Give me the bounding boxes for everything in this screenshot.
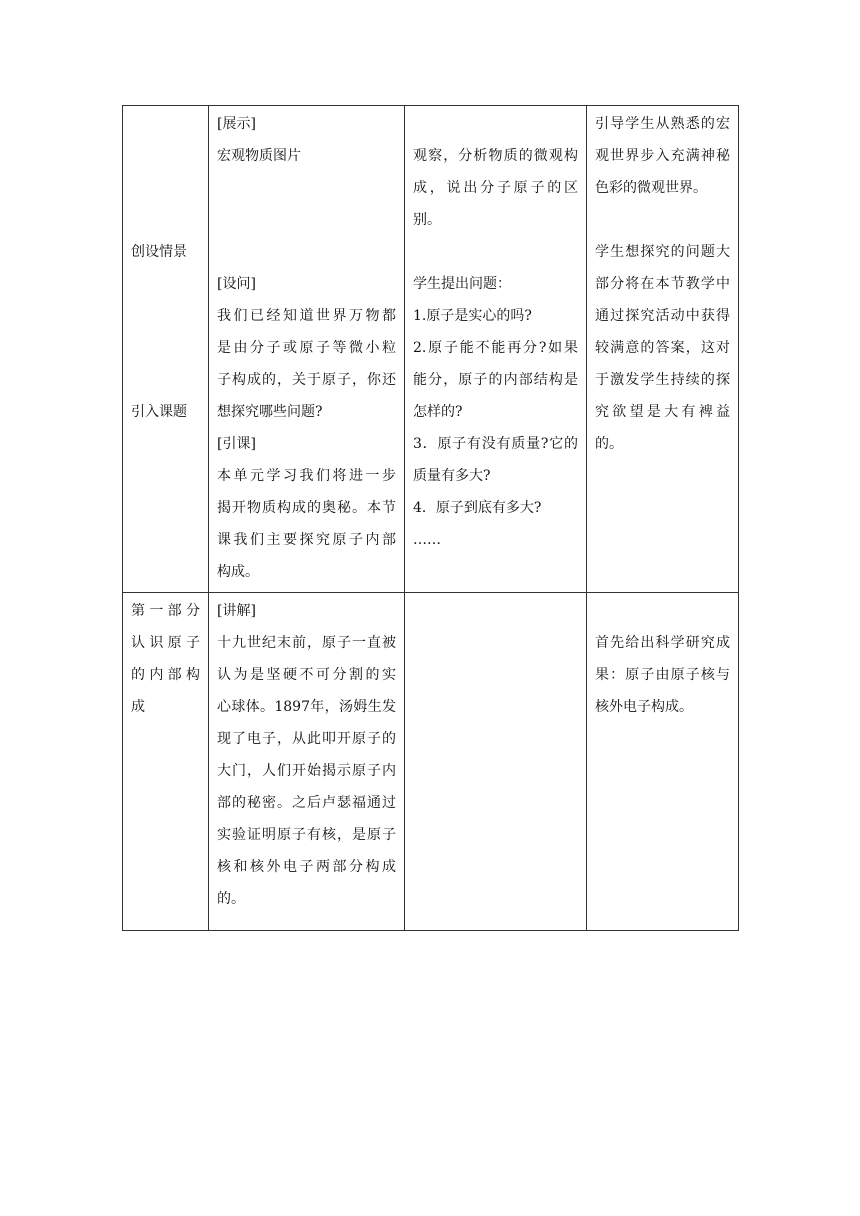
text-line: 核外电子构成。 (595, 699, 693, 715)
design-intent-cell (587, 593, 739, 931)
text-line: 想探究哪些问题? (217, 404, 323, 420)
table-row (123, 593, 739, 931)
text-line: 通过探究活动中获得 (595, 308, 730, 324)
text-line: 3．原子有没有质量?它的 (413, 436, 578, 452)
stage-line: 的内部构 (131, 667, 200, 683)
question-1: 1.原子是实心的吗? (413, 308, 532, 324)
text-line: 部的秘密。之后卢瑟福通过 (217, 795, 396, 811)
tag-intro: [引课] (217, 436, 256, 452)
text-line: 怎样的? (413, 404, 463, 420)
stage-cell (123, 106, 209, 593)
teacher-activity-cell (209, 593, 405, 931)
teacher-activity-cell (209, 106, 405, 593)
text-line: 果：原子由原子核与 (595, 667, 730, 683)
text-line: 是由分子或原子等微小粒 (217, 340, 396, 356)
text-line: 实验证明原子有核，是原子 (217, 827, 396, 843)
text-line: 成，说出分子原子的区 (413, 180, 578, 196)
text-line: 揭开物质构成的奥秘。本节 (217, 500, 396, 516)
text-line: 认为是坚硬不可分割的实 (217, 667, 396, 683)
text-line: 观世界步入充满神秘 (595, 148, 730, 164)
question-4: 4．原子到底有多大? (413, 500, 542, 516)
text-line: 本单元学习我们将进一步 (217, 468, 396, 484)
text-line: 首先给出科学研究成 (595, 635, 730, 651)
text-line: 核和核外电子两部分构成 (217, 859, 396, 875)
text-line: 究欲望是大有裨益 (595, 404, 730, 420)
text-line: 于激发学生持续的探 (595, 372, 730, 388)
text-line: 色彩的微观世界。 (595, 180, 707, 196)
show-text: 宏观物质图片 (217, 148, 301, 164)
ask-title: 学生提出问题： (413, 276, 511, 292)
text-line: 课我们主要探究原子内部 (217, 532, 396, 548)
ellipsis: …… (413, 532, 441, 548)
text-line: 构成。 (217, 564, 259, 580)
lesson-plan-table (122, 105, 739, 931)
text-line: 心球体。1897年，汤姆生发 (217, 699, 396, 715)
text-line: 子构成的，关于原子，你还 (217, 372, 396, 388)
text-line: 十九世纪末前，原子一直被 (217, 635, 396, 651)
stage-label: 创设情景 (131, 244, 187, 260)
stage-line: 认识原子 (131, 635, 200, 651)
text-line: 质量有多大? (413, 468, 491, 484)
stage-line: 成 (131, 699, 145, 715)
tag-explain: [讲解] (217, 603, 256, 619)
tag-question: [设问] (217, 276, 256, 292)
text-line: 别。 (413, 212, 441, 228)
stage-label: 引入课题 (131, 404, 187, 420)
text-line: 的。 (595, 436, 623, 452)
table-row (123, 106, 739, 593)
text-line: 较满意的答案，这对 (595, 340, 730, 356)
text-line: 部分将在本节教学中 (595, 276, 730, 292)
text-line: 现了电子，从此叩开原子的 (217, 731, 396, 747)
text-line: 观察，分析物质的微观构 (413, 148, 578, 164)
tag-show: [展示] (217, 116, 256, 132)
student-activity-cell (405, 593, 587, 931)
text-line: 能分，原子的内部结构是 (413, 372, 578, 388)
text-line: 的。 (217, 891, 245, 907)
stage-cell (123, 593, 209, 931)
text-line: 大门，人们开始揭示原子内 (217, 763, 396, 779)
text-line: 引导学生从熟悉的宏 (595, 116, 730, 132)
text-line: 学生想探究的问题大 (595, 244, 730, 260)
design-intent-cell (587, 106, 739, 593)
student-activity-cell (405, 106, 587, 593)
stage-line: 第一部分 (131, 603, 200, 619)
text-line: 2.原子能不能再分?如果 (413, 340, 578, 356)
text-line: 我们已经知道世界万物都 (217, 308, 396, 324)
